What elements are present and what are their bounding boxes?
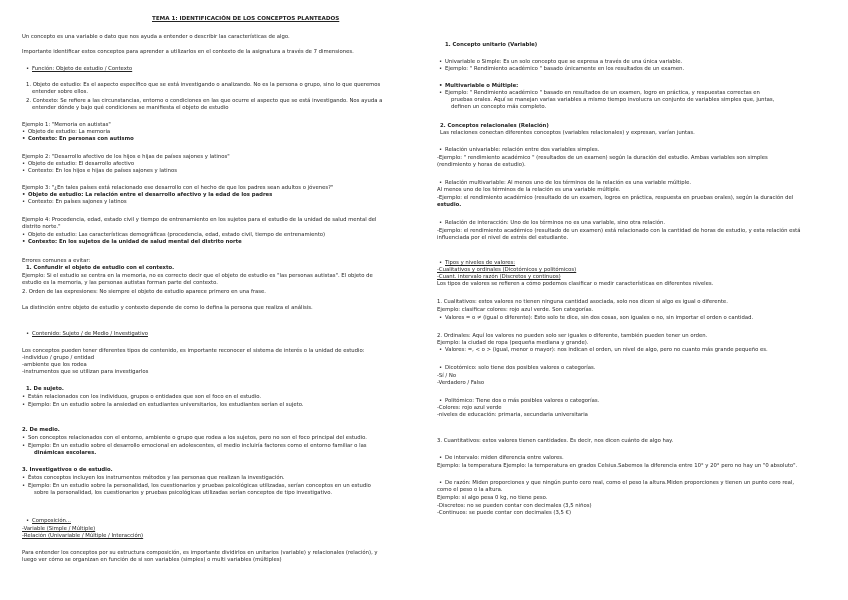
example-4-title-1: Ejemplo 4: Procedencia, edad, estado civil y tiempo de entrenamiento en los sujetos para el estudio de la unidad de salud mental del	[22, 217, 377, 223]
univariable-item: • Univariable o Simple: Es un solo concepto que se expresa a través de una única variable.	[445, 59, 682, 66]
relacion-multivariable-1: Al menos uno de los términos de la relación es una variable múltiple.	[437, 187, 621, 193]
example-4-title-2: distrito norte."	[22, 224, 61, 230]
subsection-medio: 2. De medio.	[22, 427, 60, 433]
razon-heading: • De razón: Miden proporciones y que ningún punto cero real, como el peso la altura.Miden proporciones y tienen un punto cero real,	[445, 480, 794, 487]
example-4-contexto: • Contexto: En los sujetos de la unidad de salud mental del distrito norte	[28, 239, 242, 246]
relacion-univariable-heading: • Relación univariable: relación entre dos variables simples.	[445, 147, 599, 154]
intro-line-1: Un concepto es una variable o dato que nos ayuda a entender o describir las características de algo.	[22, 34, 290, 40]
dicotomico-1: -Sí / No	[437, 373, 457, 379]
razon-continuos: -Continuos: se puede contar con decimales (3,5 €)	[437, 510, 572, 516]
example-4-objeto: • Objeto de estudio: Las características demográficas (procedencia, edad, estado civil, tiempo de entrenamiento)	[28, 232, 325, 239]
razon-1: como el peso o la altura.	[437, 487, 503, 493]
medio-text-1: • Son conceptos relacionados con el entorno, ambiente o grupo que rodea a los sujetos, pero no son el foco principal del estudio.	[28, 435, 367, 442]
ordinales-example: Ejemplo: la ciudad de ropa (pequeña mediana y grande).	[437, 340, 589, 346]
contenido-list-3: -instrumentos que se utilizan para investigarlos	[22, 369, 149, 375]
definition-contexto-1: 2. Contexto: Se refiere a las circunstancias, entorno o condiciones en las que ocurre el aspecto que se está investigando. Nos ayuda a	[26, 98, 383, 104]
error-2: 2. Orden de las expresiones: No siempre el objeto de estudio aparece primero en una frase.	[22, 289, 266, 295]
intervalo-example: Ejemplo: la temperatura Ejemplo: la temperatura en grados Celsius.Sabemos la diferencia entre 10° y 20° pero no hay un "0 absoluto".	[437, 463, 798, 469]
contenido-intro: Los conceptos pueden tener diferentes tipos de contenido, es importante reconocer el sistema de interés o la unidad de estudio:	[22, 348, 365, 354]
example-3-objeto: • Objeto de estudio: La relación entre el desarrollo afectivo y la edad de los padres	[28, 192, 272, 199]
contenido-list-1: -individuo / grupo / entidad	[22, 355, 95, 361]
medio-text-2: • Ejemplo: En un estudio sobre el desarrollo emocional en adolescentes, el medio incluiría factores como el entorno familiar o las	[28, 443, 367, 450]
univariable-example: • Ejemplo: " Rendimiento académico " basado únicamente en los resultados de un examen.	[445, 66, 684, 73]
tipos-valores-2: -Cuant. intervalo razón (Discretos y continuos)	[437, 274, 561, 280]
relacion-multivariable-2: -Ejemplo: el rendimiento académico (resultado de un examen, logros en práctica, respuesta en pruebas orales), según la duración del	[437, 195, 794, 201]
tipos-valores-heading: • Tipos y niveles de valores:	[445, 260, 515, 267]
example-1-title: Ejemplo 1: "Memoria en autistas"	[22, 122, 111, 128]
cualitativos-valores: • Valores = o ≠ (igual o diferente): Esto solo te dice, sin dos cosas, son iguales o no, sin importar el orden o cantidad.	[445, 315, 753, 322]
sujeto-text-1: • Están relacionados con los individuos, grupos o entidades que son el foco en el estudio.	[28, 394, 261, 401]
definition-objeto-2: entender sobre ellos.	[32, 89, 89, 95]
definition-contexto-2: entender dónde y bajo qué condiciones se manifiesta el objeto de estudio	[32, 105, 229, 111]
page-title: TEMA 1: IDENTIFICACIÓN DE LOS CONCEPTOS PLANTEADOS	[152, 16, 340, 22]
investigativos-text-2: • Ejemplo: En un estudio sobre la personalidad, los cuestionarios y pruebas psicológicas utilizadas, serían conceptos en un estudio	[28, 483, 371, 490]
razon-discretos: -Discretos: no se pueden contar con decimales (3,5 niños)	[437, 503, 592, 509]
cuantitativos-heading: 3. Cuantitativos: estos valores tienen cantidades. Es decir, nos dicen cuánto de algo hay.	[437, 438, 674, 444]
multivariable-item: • Multivariable o Múltiple:	[445, 83, 518, 90]
conceptos-relacionales-intro: Las relaciones conectan diferentes conceptos (variables relacionales) y expresan, varían juntas.	[440, 130, 695, 136]
investigativos-text-3: sobre la personalidad, los cuestionarios y pruebas psicológicas utilizadas serían conceptos de tipo investigativo.	[34, 490, 333, 496]
intervalo-heading: • De intervalo: miden diferencia entre valores.	[445, 455, 564, 462]
ordinales-valores: • Valores: =, < o > (igual, menor o mayor): nos indican el orden, un nivel de algo, pero no cuanto más grande pequeño es.	[445, 347, 768, 354]
example-3-contexto: • Contexto: En países sajones y latinos	[28, 199, 127, 206]
error-1-text-1: Ejemplo: Si el estudio se centra en la memoria, no es correcto decir que el objeto de estudio es "las personas autistas". El objeto de	[22, 273, 373, 279]
composicion-text-2: luego ver cómo se organizan en función de si son variables (simples) o multi variables (múltiples)	[22, 557, 282, 563]
composicion-item-1: -Variable (Simple / Múltiple)	[22, 526, 96, 532]
multivariable-example-2: pruebas orales. Aquí se manejan varias variables a mismo tiempo involucra un conjunto de variables simples que, juntas,	[451, 97, 775, 103]
composicion-item-2: -Relación (Univariable / Múltiple / Interacción)	[22, 533, 144, 539]
dicotomico-heading: • Dicotómico: solo tiene dos posibles valores o categorías.	[445, 365, 595, 372]
tipos-valores-3: Los tipos de valores se refieren a cómo podemos clasificar o medir características en diferentes niveles.	[437, 281, 714, 287]
dicotomico-2: -Verdadero / Falso	[437, 380, 485, 386]
relacion-multivariable-heading: • Relación multivariable: Al menos uno de los términos de la relación es una variable múltiple.	[445, 180, 691, 187]
example-2-title: Ejemplo 2: "Desarrollo afectivo de los hijos e hijas de países sajones y latinos"	[22, 154, 230, 160]
error-1: 1. Confundir el objeto de estudio con el contexto.	[26, 265, 175, 271]
multivariable-example-1: • Ejemplo: " Rendimiento académico " basado en resultados de un examen, logro en práctica, y respuestas correctas en	[445, 90, 760, 97]
section-heading-composicion: • Composición...	[32, 518, 71, 525]
subsection-sujeto: 1. De sujeto.	[26, 386, 64, 392]
razon-2: Ejemplo: si algo pesa 0 kg, no tiene peso.	[437, 495, 548, 501]
distinction-note: La distinción entre objeto de estudio y contexto depende de como lo defina la persona que realiza el análisis.	[22, 305, 313, 311]
politomico-2: -niveles de educación: primaria, secundaria universitaria	[437, 412, 588, 418]
subsection-investigativos: 3. Investigativos o de estudio.	[22, 467, 113, 473]
example-2-objeto: • Objeto de estudio: El desarrollo afectivo	[28, 161, 134, 168]
relacion-multivariable-3: estudio.	[437, 202, 462, 208]
example-3-title: Ejemplo 3: "¿En tales países está relacionado ese desarrollo con el hecho de que los padres sean adultos o jóvenes?"	[22, 185, 334, 191]
cualitativos-example: Ejemplo: clasificar colores: rojo azul verde. Son categorías.	[437, 307, 594, 313]
error-1-text-2: estudio es la memoria, y las personas autistas forman parte del contexto.	[22, 280, 218, 286]
relacion-interaccion-2: influenciada por el nivel de estrés del estudiante.	[437, 235, 569, 241]
example-1-contexto: • Contexto: En personas con autismo	[28, 136, 134, 143]
ordinales-heading: 2. Ordinales: Aquí los valores no pueden solo ser iguales o diferente, también pueden tener un orden.	[437, 333, 708, 339]
relacion-interaccion-1: -Ejemplo: el rendimiento académico (resultado de un examen) está relacionado con la cantidad de horas de estudio, y esta relación está	[437, 228, 801, 234]
relacion-univariable-2: (rendimiento y horas de estudio).	[437, 162, 526, 168]
multivariable-example-3: definen un concepto más completo.	[451, 104, 547, 110]
relacion-univariable-1: -Ejemplo: " rendimiento académico " (resultados de un examen) según la duración del estudio. Ambas variables son simples	[437, 155, 768, 161]
conceptos-relacionales-heading: 2. Conceptos relacionales (Relación)	[440, 123, 549, 129]
section-heading-contenido: • Contenido: Sujeto / de Medio / Investigativo	[32, 331, 148, 338]
relacion-interaccion-heading: • Relación de interacción: Uno de los términos no es una variable, sino otra relación.	[445, 220, 665, 227]
politomico-1: -Colores: rojo azul verde	[437, 405, 502, 411]
example-2-contexto: • Contexto: En los hijos e hijas de países sajones y latinos	[28, 168, 177, 175]
intro-line-2: Importante identificar estos conceptos para aprender a utilizarlos en el contexto de la asignatura a través de 7 dimensiones.	[22, 49, 354, 55]
composicion-text-1: Para entender los conceptos por su estructura composición, es importante dividirlos en unitarios (variable) y relacionales (relación), y	[22, 550, 378, 556]
contenido-list-2: -ambiente que los rodea	[22, 362, 87, 368]
medio-text-3: dinámicas escolares.	[34, 450, 97, 456]
sujeto-text-2: • Ejemplo: En un estudio sobre la ansiedad en estudiantes universitarios, los estudiantes serían el sujeto.	[28, 402, 304, 409]
example-1-objeto: • Objeto de estudio: La memoria	[28, 129, 110, 136]
investigativos-text-1: • Éstos conceptos incluyen los instrumentos métodos y las personas que realizan la investigación.	[28, 475, 285, 482]
concepto-unitario-heading: 1. Concepto unitario (Variable)	[445, 42, 538, 48]
section-heading-funcion: • Función: Objeto de estudio / Contexto	[32, 66, 132, 73]
tipos-valores-1: -Cualitativos y ordinales (Dicotómicos y politómicos)	[437, 267, 577, 273]
politomico-heading: • Politómico: Tiene dos o más posibles valores o categorías.	[445, 398, 599, 405]
definition-objeto-1: 1. Objeto de estudio: Es el aspecto específico que se está investigando o analizando. No es la persona o grupo, sino lo que queremos	[26, 82, 381, 88]
cualitativos-heading: 1. Cualitativos: estos valores no tienen ninguna cantidad asociada, solo nos dicen si algo es igual o diferente.	[437, 299, 728, 305]
errors-title: Errores comunes a evitar:	[22, 258, 91, 264]
